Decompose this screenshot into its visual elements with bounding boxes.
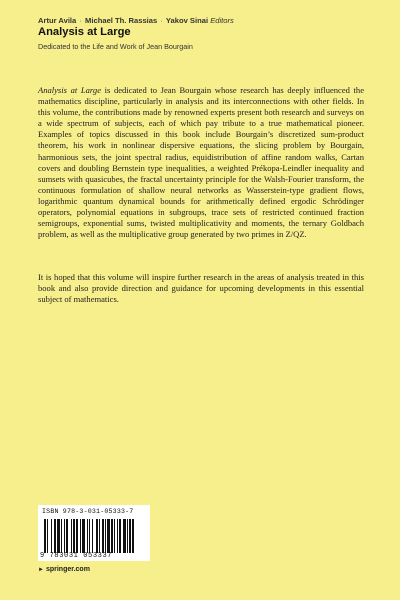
barcode-bar xyxy=(44,519,46,553)
barcode-bar xyxy=(64,519,65,553)
publisher-website-text: springer.com xyxy=(45,566,90,573)
editor-separator: · xyxy=(160,16,163,25)
blurb-paragraph-1 xyxy=(38,85,364,240)
barcode-bar xyxy=(57,519,60,553)
barcode-bar xyxy=(61,519,62,553)
barcode-bar xyxy=(99,519,100,553)
barcode-bar xyxy=(87,519,88,553)
barcode-bar xyxy=(76,519,78,553)
barcode-digits xyxy=(40,552,112,560)
barcode-left-group: 783031 xyxy=(49,552,79,560)
barcode-bar xyxy=(54,519,56,553)
barcode-bar xyxy=(107,519,110,553)
barcode-bar xyxy=(89,519,90,553)
barcode-bar xyxy=(80,519,81,553)
blurb-paragraph-2: It is hoped that this volume will inspire further research in the areas of analysis treated in this book and also provide direction and guidance for upcoming developments in this essential subject of mathematics. xyxy=(38,272,364,305)
barcode-bar xyxy=(73,519,75,553)
barcode-bar xyxy=(47,519,48,553)
barcode-bar xyxy=(117,519,118,553)
barcode-bar xyxy=(92,519,93,553)
editor-name: Artur Avila xyxy=(38,16,77,25)
publisher-website xyxy=(38,566,90,573)
barcode-bar xyxy=(114,519,115,553)
editor-name: Michael Th. Rassias xyxy=(85,16,158,25)
blurb-paragraph-1-text: is dedicated to Jean Bourgain whose research has deeply influenced the mathematics discipline, particularly in analysis and its interconnections with other fields. In this volume, the contributions made by renowned experts present both research and surveys on a wide spectrum of subjects, each of which pay tribute to a true mathematical pioneer. Examples of topics discussed in this book include Bourgain’s discretized sum-product theorem, his work in nonlinear dispersive equations, the slicing problem by Bourgain, harmonious sets, the joint spectral radius, equidistribution of affine random walks, Cartan covers and doubling Bernstein type inequalities, a weighted Prékopa-Leindler inequality and sumsets with quasicubes, the fractal uncertainty principle for the Walsh-Fourier transform, the continuous formulation of shallow neural networks as Wasserstein-type gradient flows, logarithmic quantum dynamical bounds for arithmetically defined ergodic Schrödinger operators, polynomial equations in subgroups, trace sets of restricted continued fraction semigroups, exponential sums, twisted multiplicativity and moments, the ternary Goldbach problem, as well as the multiplicative group generated by two primes in Z/QZ. xyxy=(38,85,364,240)
barcode-bar xyxy=(132,519,134,553)
editor-name: Yakov Sinai xyxy=(165,16,209,25)
blurb-title-reference: Analysis at Large xyxy=(38,85,101,95)
barcode-bars xyxy=(44,519,144,553)
barcode-bar xyxy=(111,519,113,553)
isbn-barcode xyxy=(38,505,150,561)
barcode-bar xyxy=(66,519,68,553)
barcode-bar xyxy=(129,519,131,553)
book-title: Analysis at Large xyxy=(38,26,131,38)
barcode-bar xyxy=(96,519,98,553)
barcode-bar xyxy=(105,519,106,553)
barcode-bar xyxy=(119,519,121,553)
barcode-bar xyxy=(51,519,52,553)
barcode-bar xyxy=(123,519,126,553)
barcode-bar xyxy=(127,519,128,553)
book-subtitle: Dedicated to the Life and Work of Jean Bourgain xyxy=(38,42,193,51)
editors-line xyxy=(38,16,234,25)
editor-separator: · xyxy=(79,16,82,25)
barcode-bar xyxy=(71,519,72,553)
barcode-bar xyxy=(102,519,104,553)
barcode-bar xyxy=(82,519,85,553)
editors-role: Editors xyxy=(210,16,234,25)
barcode-first-digit: 9 xyxy=(40,552,45,560)
barcode-right-group: 053337 xyxy=(83,552,113,560)
isbn-label: ISBN 978-3-031-05333-7 xyxy=(42,508,134,515)
arrow-icon: ► xyxy=(38,567,44,573)
